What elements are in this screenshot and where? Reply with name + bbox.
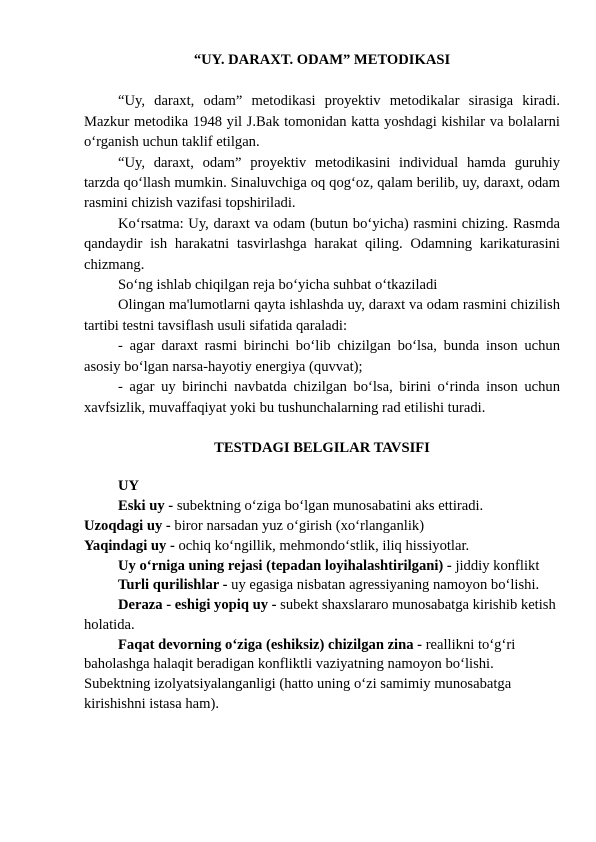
section-title: TESTDAGI BELGILAR TAVSIFI bbox=[214, 439, 430, 456]
document-title: “UY. DARAXT. ODAM” METODIKASI bbox=[193, 52, 451, 68]
paragraph: “Uy, daraxt, odam” metodikasi proyektiv metodikalar sirasiga kiradi. Mazkur metodika 1948 yil J.Bak tomonidan katta yoshdagi kishilar va bolalarni o‘rganish uchun taklif etilgan. bbox=[84, 93, 560, 151]
definition-item bbox=[84, 557, 560, 577]
definition-desc: uy egasiga nisbatan agressiyaning namoyon bo‘lishi. bbox=[231, 577, 540, 594]
document-page bbox=[84, 50, 560, 715]
paragraph: Olingan ma'lumotlarni qayta ishlashda uy, daraxt va odam rasmini chizilish tartibi testni tavsiflash usuli sifatida qaraladi: bbox=[84, 297, 560, 334]
definition-term: Turli qurilishlar - bbox=[118, 577, 232, 594]
paragraph: Ko‘rsatma: Uy, daraxt va odam (butun bo‘yicha) rasmini chizing. Rasmda qandaydir ish harakatni tasvirlashga harakat qiling. Odamning karikaturasini chizmang. bbox=[84, 215, 560, 273]
definition-desc: subekt shaxslararo munosabatga kirishib ketish holatida. bbox=[84, 597, 556, 633]
paragraph: - agar uy birinchi navbatda chizilgan bo‘lsa, birini o‘rinda inson uchun xavfsizlik, muvaffaqiyat yoki bu tushunchalarning rad etilishi turadi. bbox=[84, 379, 560, 416]
subheading bbox=[84, 477, 560, 497]
definition-item bbox=[84, 636, 560, 715]
definition-item bbox=[84, 497, 560, 517]
definition-desc: subektning o‘ziga bo‘lgan munosabatini aks ettiradi. bbox=[176, 498, 484, 515]
definition-term: Faqat devorning o‘ziga (eshiksiz) chizilgan zina - bbox=[118, 636, 426, 653]
definition-term: Uzoqdagi uy - bbox=[84, 517, 175, 534]
definition-item bbox=[84, 537, 560, 557]
definition-item bbox=[84, 576, 560, 596]
definition-term: Eski uy - bbox=[118, 498, 177, 515]
subheading-text: UY bbox=[118, 478, 140, 495]
paragraph: - agar daraxt rasmi birinchi bo‘lib chizilgan bo‘lsa, bunda inson uchun asosiy bo‘lgan narsa-hayotiy energiya (quvvat); bbox=[84, 338, 560, 375]
definition-term: Deraza - eshigi yopiq uy - bbox=[118, 597, 281, 614]
definition-desc: biror narsadan yuz o‘girish (xo‘rlanganlik) bbox=[174, 517, 425, 534]
definition-desc: ochiq ko‘ngillik, mehmondo‘stlik, iliq hissiyotlar. bbox=[178, 537, 470, 554]
paragraph: So‘ng ishlab chiqilgan reja bo‘yicha suhbat o‘tkaziladi bbox=[118, 277, 438, 294]
definition-term: Yaqindagi uy - bbox=[84, 537, 179, 554]
definition-desc: jiddiy konflikt bbox=[455, 557, 540, 574]
paragraph: “Uy, daraxt, odam” proyektiv metodikasini individual hamda guruhiy tarzda qo‘llash mumkin. Sinaluvchiga oq qog‘oz, qalam berilib, uy, daraxt, odam rasmini chizish vazifasi topshiriladi. bbox=[84, 154, 560, 212]
definition-term: Uy o‘rniga uning rejasi (tepadan loyihalashtirilgani) - bbox=[118, 557, 456, 574]
definition-desc: reallikni to‘g‘ri baholashga halaqit beradigan konfliktli vaziyatning namoyon bo‘lishi. Subektning izolyatsiyalanganligi (hatto uning o‘zi samimiy munosabatga kirishishni istasa ham). bbox=[84, 636, 516, 713]
definition-item bbox=[84, 517, 560, 537]
definition-item bbox=[84, 596, 560, 636]
